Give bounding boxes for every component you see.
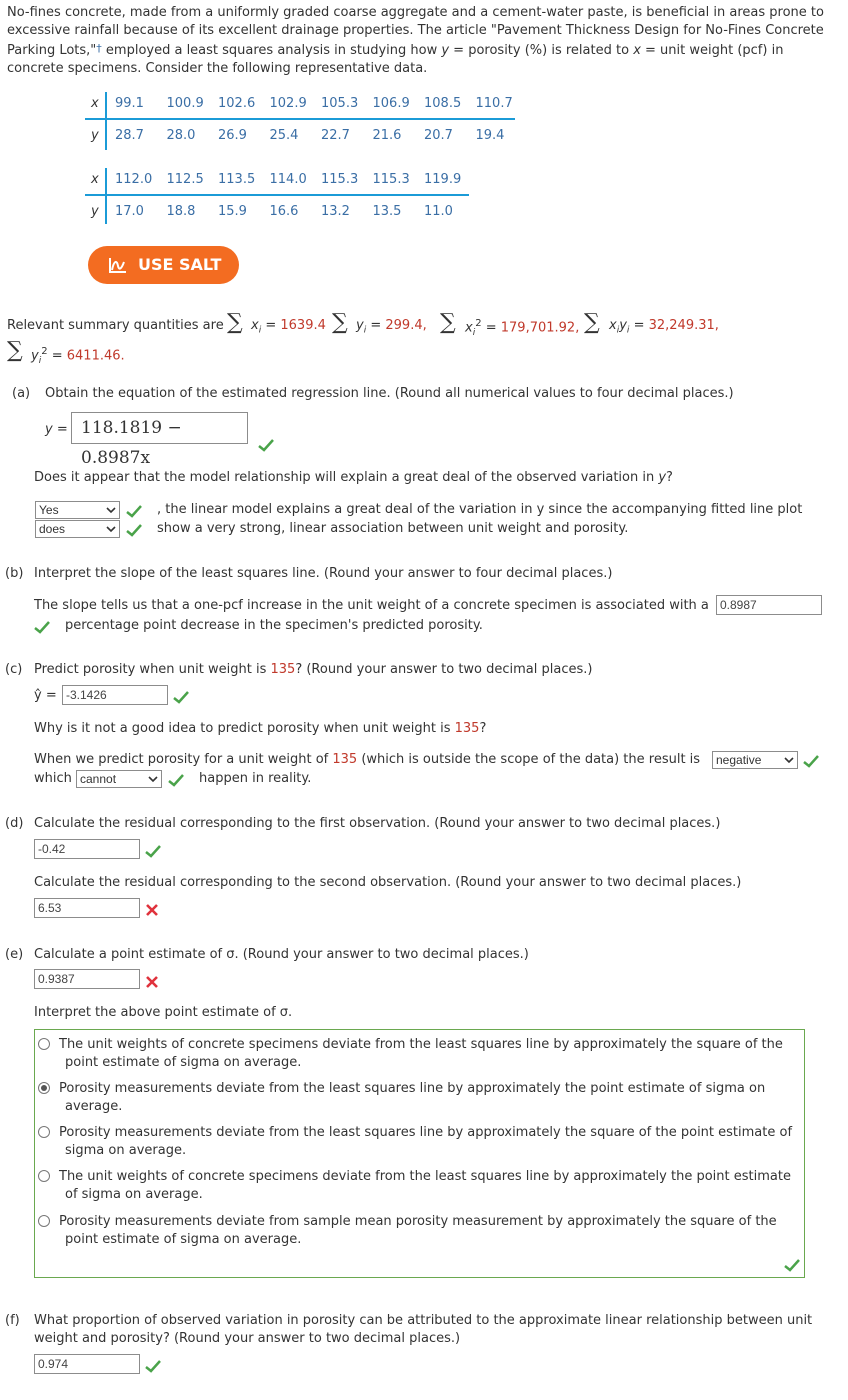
option-text	[38, 1036, 798, 1072]
table-1-x-cell: 100.9	[166, 96, 204, 111]
check-icon	[145, 844, 161, 858]
radio-button[interactable]	[38, 1170, 50, 1182]
table-1-vline	[105, 92, 107, 150]
part-e-question: Calculate a point estimate of σ. (Round your answer to two decimal places.)	[34, 947, 529, 962]
table-1-x-cell: 108.5	[424, 96, 462, 111]
table-2-x-cell: 112.5	[166, 172, 204, 187]
sum-y: $y_i = 299.4$,	[356, 318, 427, 336]
table-2-y-cell: 11.0	[424, 204, 453, 219]
table-1-y-cell: 28.0	[166, 128, 196, 143]
table-2-x-cell: 114.0	[269, 172, 307, 187]
table-1-x-label: x	[91, 96, 99, 111]
table-1-x-cell: 105.3	[321, 96, 359, 111]
table-1-y-cell: 28.7	[115, 128, 144, 143]
table-1-y-label: y	[91, 128, 99, 143]
part-e-question-2: Interpret the above point estimate of σ.	[34, 1005, 293, 1020]
sigma-estimate-value: 0.9387	[38, 972, 75, 986]
table-2-x-label: x	[91, 172, 99, 187]
interpretation-option[interactable]	[38, 1213, 798, 1249]
table-2-y-cell: 13.2	[321, 204, 350, 219]
sum-y-squared: $y_i^2 = 6411.46$.	[31, 346, 125, 366]
summary-lead: Relevant summary quantities are	[7, 318, 224, 333]
var-x: x	[633, 43, 641, 58]
interpretation-option[interactable]	[38, 1168, 798, 1204]
prediction-input[interactable]	[62, 685, 168, 705]
intro-paragraph	[7, 4, 837, 78]
interpretation-option[interactable]	[38, 1080, 798, 1116]
table-2-y-cell: 18.8	[166, 204, 196, 219]
sigma-estimate-input[interactable]	[34, 969, 140, 989]
residual-1-input[interactable]	[34, 839, 140, 859]
var-y: y	[441, 43, 450, 58]
chevron-down-icon	[106, 525, 116, 533]
part-f-question-1: What proportion of observed variation in porosity can be attributed to the approximate linear relationship between unit	[34, 1313, 813, 1328]
part-d-question-1: Calculate the residual corresponding to the first observation. (Round your answer to two decimal places.)	[34, 816, 721, 831]
check-icon	[173, 690, 189, 704]
table-1-y-cell: 21.6	[372, 128, 402, 143]
intro-line-3f: = unit weight (pcf) in	[640, 43, 784, 58]
table-2-y-cell: 17.0	[115, 204, 144, 219]
x-mark-icon	[145, 975, 159, 989]
r-squared-input[interactable]	[34, 1354, 140, 1374]
yhat-label: ŷ =	[34, 688, 57, 703]
part-b-question: Interpret the slope of the least squares line. (Round your answer to four decimal places.)	[34, 566, 613, 581]
part-b-text-1: The slope tells us that a one-pcf increase in the unit weight of a concrete specimen is associated with a	[34, 598, 709, 613]
r-squared-value: 0.974	[38, 1357, 69, 1371]
sum-xy: $x_iy_i = 32,249.31$,	[609, 318, 719, 336]
option-text	[38, 1080, 798, 1116]
result-select-value: negative	[716, 753, 762, 767]
can-cannot-select[interactable]	[76, 770, 162, 788]
check-icon	[34, 620, 50, 634]
part-c-text-2-post: happen in reality.	[199, 771, 312, 786]
part-d-question-2: Calculate the residual corresponding to the second observation. (Round your answer to two decimal places.)	[34, 875, 742, 890]
radio-button[interactable]	[38, 1082, 50, 1094]
part-c-text-1: When we predict porosity for a unit weight of 135 (which is outside the scope of the data) the result is	[34, 752, 701, 767]
table-1-y-cell: 26.9	[218, 128, 247, 143]
part-d-label: (d)	[5, 816, 24, 831]
table-1-y-cell: 19.4	[475, 128, 505, 143]
sigma-symbol: ∑	[440, 310, 456, 335]
check-icon	[168, 773, 184, 787]
table-2-y-cell: 16.6	[269, 204, 299, 219]
table-2-vline	[105, 168, 107, 224]
part-a-question-2: Does it appear that the model relationship will explain a great deal of the observed variation in y?	[34, 470, 673, 485]
salt-chart-icon	[108, 256, 128, 274]
table-1-x-cell: 102.9	[269, 96, 307, 111]
intro-line-3a: Parking Lots,"	[7, 43, 97, 58]
slope-input[interactable]	[716, 595, 822, 615]
part-a-y-label: y =	[45, 422, 68, 437]
table-1-y-cell: 25.4	[269, 128, 299, 143]
sigma-symbol: ∑	[332, 310, 348, 335]
can-cannot-select-value: cannot	[80, 772, 117, 786]
interpretation-option[interactable]	[38, 1124, 798, 1160]
part-b-text-2: percentage point decrease in the specimen's predicted porosity.	[65, 618, 483, 633]
part-f-label: (f)	[5, 1313, 20, 1328]
table-2-x-cell: 112.0	[115, 172, 153, 187]
table-2-hline	[85, 194, 469, 196]
radio-button[interactable]	[38, 1038, 50, 1050]
sigma-symbol: ∑	[227, 310, 243, 335]
part-a-label: (a)	[12, 386, 31, 401]
option-line-2: of sigma on average.	[65, 1187, 203, 1202]
table-2-x-cell: 115.3	[372, 172, 410, 187]
table-1-x-cell: 99.1	[115, 96, 144, 111]
slope-input-value: 0.8987	[720, 598, 757, 612]
check-icon	[145, 1359, 161, 1373]
intro-line-2: excessive rainfall because of its excellent drainage properties. The article "Pavement Thickness Design for No-Fines Concrete	[7, 23, 824, 38]
sum-x: $x_i = 1639.4$	[251, 318, 326, 336]
part-e-label: (e)	[5, 947, 24, 962]
interpretation-option[interactable]	[38, 1036, 798, 1072]
radio-button[interactable]	[38, 1215, 50, 1227]
intro-line-1: No-fines concrete, made from a uniformly graded coarse aggregate and a cement-water paste, is beneficial in areas prone to	[7, 5, 824, 20]
yes-no-select-value: Yes	[39, 503, 59, 517]
table-1-hline	[85, 118, 515, 120]
sigma-symbol: ∑	[7, 338, 23, 363]
salt-label: USE SALT	[138, 255, 222, 274]
check-icon	[784, 1258, 800, 1272]
residual-1-value: -0.42	[38, 842, 66, 856]
table-2-x-cell: 119.9	[424, 172, 462, 187]
option-text	[38, 1168, 798, 1204]
chevron-down-icon	[784, 756, 794, 764]
yes-no-select[interactable]	[35, 501, 120, 519]
option-line-1: Porosity measurements deviate from the least squares line by approximately the square of the point estimate of	[59, 1125, 793, 1140]
prediction-input-value: -3.1426	[66, 688, 107, 702]
part-f-question-2: weight and porosity? (Round your answer to two decimal places.)	[34, 1331, 461, 1346]
part-a-text-1: , the linear model explains a great deal of the variation in y since the accompanying fitted line plot	[157, 502, 803, 517]
option-text	[38, 1213, 798, 1249]
radio-button[interactable]	[38, 1126, 50, 1138]
part-a-text-2: show a very strong, linear association between unit weight and porosity.	[157, 521, 629, 536]
part-c-label: (c)	[5, 662, 23, 677]
table-1-y-cell: 20.7	[424, 128, 453, 143]
result-select[interactable]	[712, 751, 798, 769]
option-line-1: The unit weights of concrete specimens deviate from the least squares line by approximately the point estimate	[59, 1169, 791, 1184]
part-c-question: Predict porosity when unit weight is 135? (Round your answer to two decimal places.)	[34, 662, 593, 677]
part-c-question-2: Why is it not a good idea to predict porosity when unit weight is 135?	[34, 721, 487, 736]
intro-line-3	[7, 40, 837, 60]
option-line-1: Porosity measurements deviate from the least squares line by approximately the point estimate of sigma on	[59, 1081, 766, 1096]
regression-equation-input[interactable]	[71, 412, 248, 468]
table-2-x-cell: 113.5	[218, 172, 256, 187]
option-line-1: The unit weights of concrete specimens deviate from the least squares line by approximately the square of the	[59, 1037, 783, 1052]
table-2-y-label: y	[91, 204, 99, 219]
table-2-x-cell: 115.3	[321, 172, 359, 187]
table-1-x-cell: 110.7	[475, 96, 513, 111]
summary-line-1	[7, 310, 847, 340]
intro-line-4: concrete specimens. Consider the following representative data.	[7, 61, 428, 76]
x-mark-icon	[145, 903, 159, 917]
table-1-x-cell: 106.9	[372, 96, 410, 111]
option-line-2: sigma on average.	[65, 1143, 187, 1158]
part-b-label: (b)	[5, 566, 24, 581]
check-icon	[803, 754, 819, 768]
table-1-x-cell: 102.6	[218, 96, 256, 111]
table-2-y-cell: 13.5	[372, 204, 402, 219]
part-a-question: Obtain the equation of the estimated regression line. (Round all numerical values to four decimal places.)	[45, 386, 734, 401]
dagger-link[interactable]: †	[96, 42, 102, 55]
chevron-down-icon	[106, 506, 116, 514]
does-select-value: does	[39, 522, 66, 536]
intro-line-3b: employed a least squares analysis in studying how	[101, 43, 442, 58]
does-select[interactable]	[35, 520, 120, 538]
check-icon	[258, 438, 274, 452]
table-1-y-cell: 22.7	[321, 128, 350, 143]
residual-2-input[interactable]	[34, 898, 140, 918]
residual-2-value: 6.53	[38, 901, 62, 915]
intro-line-3d: = porosity (%) is related to	[449, 43, 634, 58]
sum-x-squared: $x_i^2 = 179,701.92$,	[465, 318, 580, 338]
option-line-1: Porosity measurements deviate from sample mean porosity measurement by approximately the square of the	[59, 1214, 777, 1229]
use-salt-button[interactable]	[88, 246, 239, 284]
option-line-2: point estimate of sigma on average.	[65, 1232, 302, 1247]
check-icon	[126, 504, 142, 518]
table-2-y-cell: 15.9	[218, 204, 247, 219]
option-line-2: point estimate of sigma on average.	[65, 1055, 302, 1070]
option-text	[38, 1124, 798, 1160]
part-c-text-2-pre: which	[34, 771, 72, 786]
chevron-down-icon	[148, 775, 158, 783]
summary-line-2	[7, 338, 307, 368]
sigma-symbol: ∑	[584, 310, 600, 335]
check-icon	[126, 523, 142, 537]
regression-equation-value: 118.1819 − 0.8987x	[81, 418, 182, 468]
option-line-2: average.	[65, 1099, 123, 1114]
